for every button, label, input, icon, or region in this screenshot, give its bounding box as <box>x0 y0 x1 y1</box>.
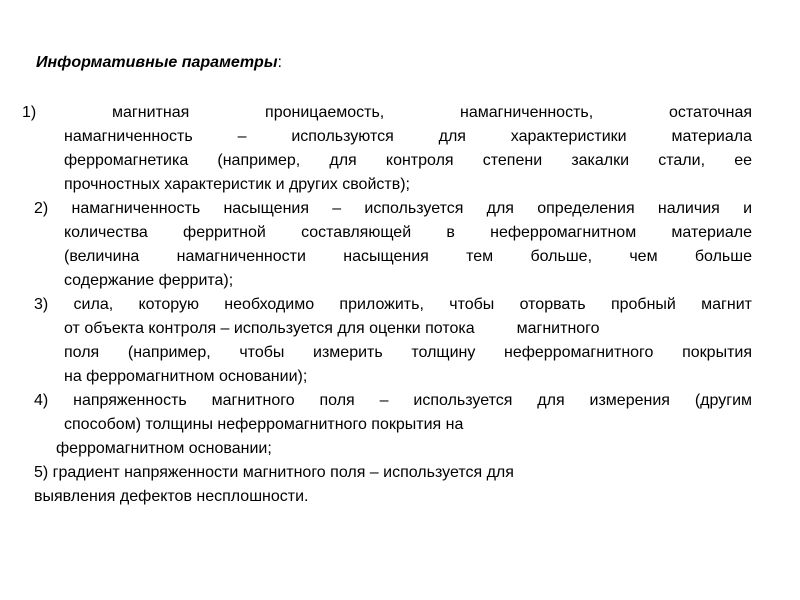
item-2-line-2: количества ферритной составляющей в неферромагнитном материале <box>64 224 752 241</box>
item-3-line-2 <box>64 319 752 339</box>
item-1-line-2: намагниченность – используются для характеристики материала <box>64 128 752 145</box>
item-3-line-3: поля (например, чтобы измерить толщину неферромагнитного покрытия <box>64 344 752 361</box>
item-1-line-4: прочностных характеристик и других свойств); <box>64 176 410 193</box>
item-1-line-1: 1) магнитная проницаемость, намагниченность, остаточная <box>22 104 752 121</box>
item-3-line-4: на ферромагнитном основании); <box>64 368 308 385</box>
heading-colon: : <box>277 54 282 71</box>
item-2-line-1: 2) намагниченность насыщения – используется для определения наличия и <box>34 200 752 217</box>
item-2-line-3: (величина намагниченности насыщения тем больше, чем больше <box>64 248 752 265</box>
item-4-line-3: ферромагнитном основании; <box>56 440 272 457</box>
item-5-line-2: выявления дефектов несплошности. <box>34 488 309 505</box>
item-5-line-1: 5) градиент напряженности магнитного поля – используется для <box>34 464 514 481</box>
heading-title: Информативные параметры <box>36 54 278 71</box>
item-4-line-2: способом) толщины неферромагнитного покрытия на <box>64 416 464 433</box>
item-3-line-2-tail: магнитного <box>516 320 600 337</box>
slide-heading <box>36 53 282 73</box>
item-3-line-1: 3) сила, которую необходимо приложить, чтобы оторвать пробный магнит <box>34 296 752 313</box>
item-3-line-2-text: от объекта контроля – используется для оценки потока <box>64 320 475 337</box>
item-2-line-4: содержание феррита); <box>64 272 234 289</box>
item-4-line-1: 4) напряженность магнитного поля – используется для измерения (другим <box>34 392 752 409</box>
item-1-line-3: ферромагнетика (например, для контроля степени закалки стали, ее <box>64 152 752 169</box>
